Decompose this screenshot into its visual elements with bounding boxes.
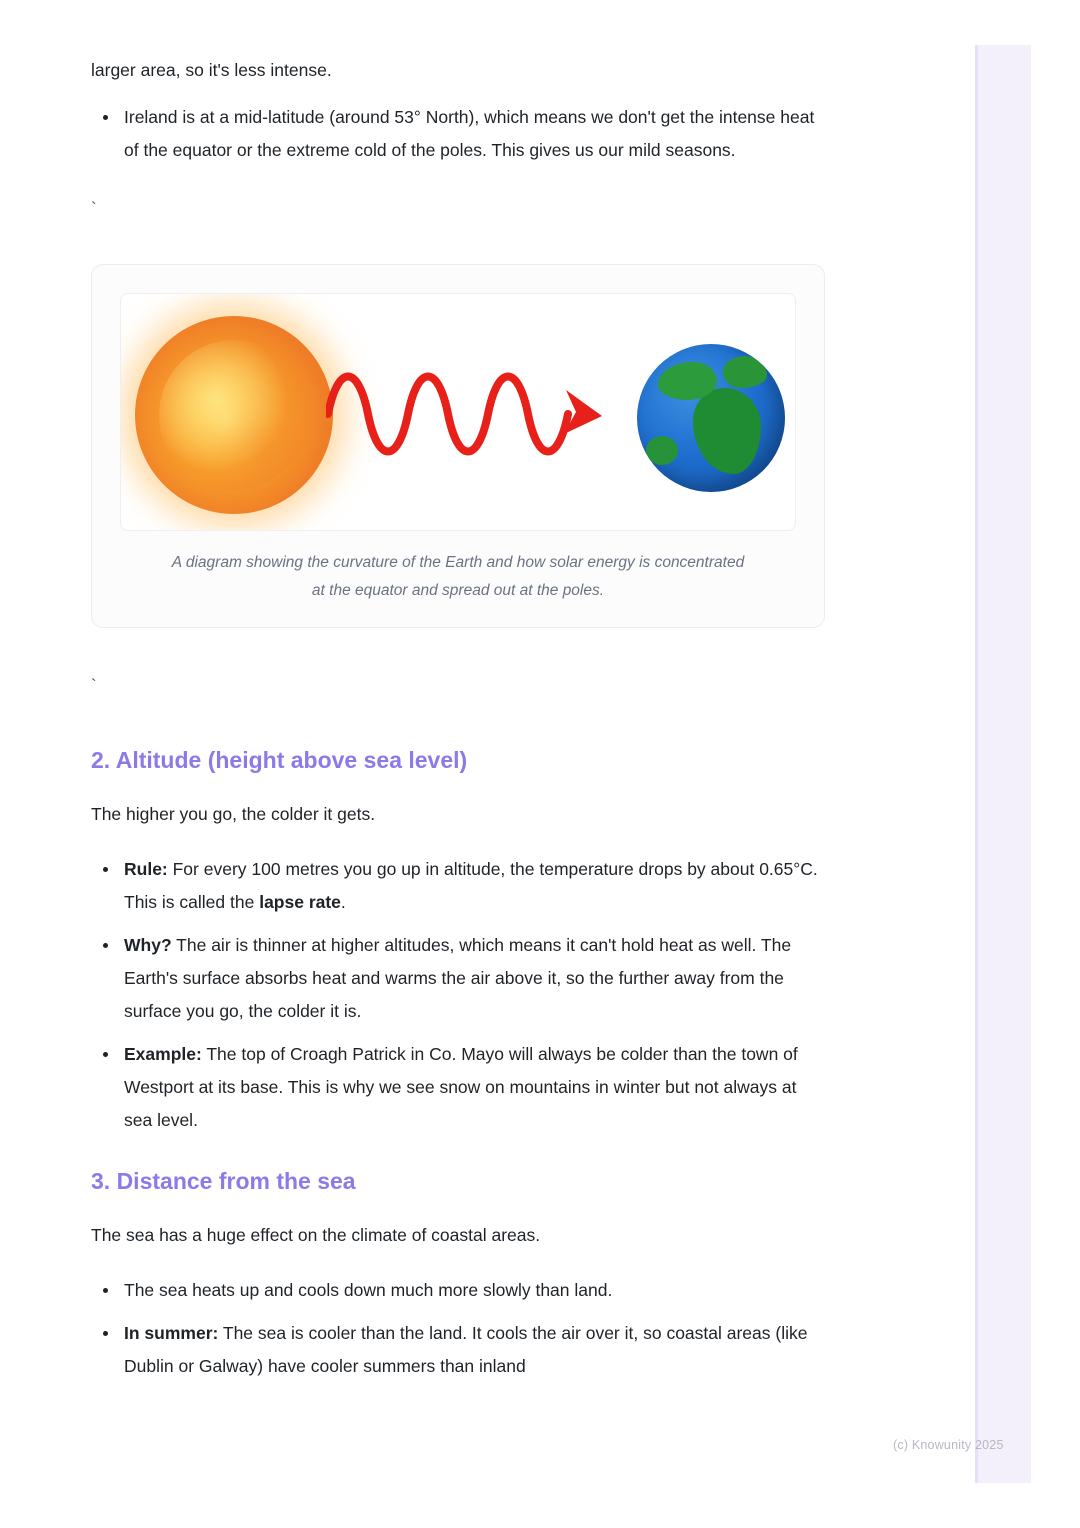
figure-caption: A diagram showing the curvature of the Earth and how solar energy is concentrated at the equator and spread out at the poles.: [171, 554, 745, 599]
bullet-tail: .: [340, 892, 346, 912]
list-item: [91, 929, 827, 1028]
document-content: [91, 0, 827, 1393]
continued-paragraph: larger area, so it's less intense.: [91, 60, 332, 80]
bullet-lead: Example:: [124, 1044, 202, 1064]
list-item: Ireland is at a mid-latitude (around 53° North), which means we don't get the intense heat of the equator or the extreme cold of the poles. This gives us our mild seasons.: [91, 101, 827, 167]
bullet-lead: Rule:: [124, 859, 168, 879]
figure-illustration: [120, 293, 796, 531]
bullet-text: For every 100 metres you go up in altitude, the temperature drops by about 0.65°C. This is called the: [124, 859, 818, 912]
scrollbar-track[interactable]: [975, 45, 978, 1483]
section-heading-distance-from-sea: 3. Distance from the sea: [91, 1168, 356, 1194]
bullet-emphasis: lapse rate: [259, 892, 341, 912]
bullet-text: The sea heats up and cools down much more slowly than land.: [124, 1280, 613, 1300]
list-item: [91, 1038, 827, 1137]
bullet-text: The sea is cooler than the land. It cools the air over it, so coastal areas (like Dublin or Galway) have cooler summers than inland: [124, 1323, 808, 1376]
figure-card: [91, 264, 825, 628]
sun-icon: [135, 316, 333, 514]
section-intro-altitude: The higher you go, the colder it gets.: [91, 804, 376, 824]
list-item: [91, 1317, 827, 1383]
altitude-bullet-list: [91, 853, 827, 1137]
list-item: [91, 853, 827, 919]
watermark: (c) Knowunity 2025: [893, 1438, 1004, 1452]
section-intro-distance-from-sea: The sea has a huge effect on the climate of coastal areas.: [91, 1225, 541, 1245]
solar-ray-wave-icon: [326, 354, 626, 474]
bullet-lead: Why?: [124, 935, 172, 955]
earth-icon: [637, 344, 785, 492]
sea-bullet-list: [91, 1274, 827, 1383]
bullet-text: The top of Croagh Patrick in Co. Mayo will always be colder than the town of Westport at its base. This is why we see snow on mountains in winter but not always at sea level.: [124, 1044, 798, 1130]
bullet-text: The air is thinner at higher altitudes, which means it can't hold heat as well. The Earth's surface absorbs heat and warms the air above it, so the further away from the surface you go, the colder it is.: [124, 935, 792, 1021]
list-item: [91, 1274, 827, 1307]
bullet-lead: In summer:: [124, 1323, 219, 1343]
section-heading-altitude: 2. Altitude (height above sea level): [91, 747, 468, 773]
intro-bullet-list: [91, 101, 827, 167]
stray-backtick-1: `: [91, 199, 97, 218]
right-side-panel: [975, 45, 1031, 1483]
stray-backtick-2: `: [91, 676, 97, 695]
